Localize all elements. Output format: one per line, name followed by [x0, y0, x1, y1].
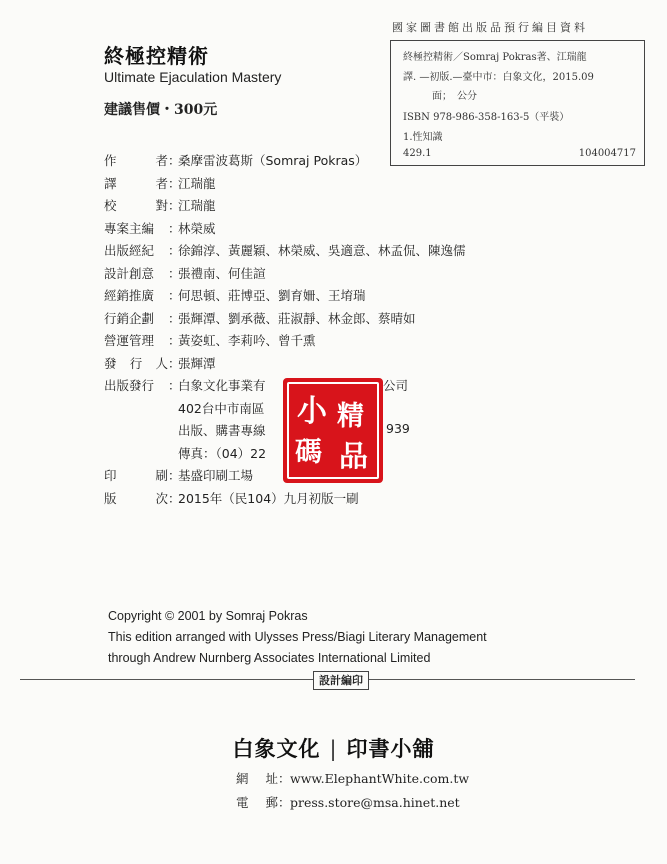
cip-line-title: 終極控精術／Somraj Pokras著、江瑞龍	[403, 52, 587, 63]
credit-row: 校 對 ： 江瑞龍	[104, 194, 524, 217]
stamp-char: 小	[297, 394, 327, 429]
publisher-address-line: 傳真：（04）22	[178, 445, 267, 461]
credit-row-value: 白象文化事業有	[178, 378, 266, 394]
credit-row-label: 營運管理	[104, 333, 155, 349]
suggested-price: 建議售價・300元	[104, 102, 218, 118]
cip-line-edition: 譯. —初版.—臺中市：白象文化，2015.09	[403, 72, 594, 83]
stamp-char: 品	[339, 439, 369, 473]
stamp-char: 精	[337, 401, 364, 432]
contact-row-value: www.ElephantWhite.com.tw	[290, 770, 470, 786]
publisher-name: 白象文化	[232, 737, 321, 761]
phone-number-fragment: 939	[386, 421, 410, 436]
contact-row-label: 電 郵	[236, 795, 278, 810]
publisher-contact	[236, 766, 469, 814]
credit-row: 譯 者 ： 江瑞龍	[104, 172, 524, 195]
credit-row: 版 次 ： 2015年（民104）九月初版一刷	[104, 487, 524, 510]
contact-row-value: press.store@msa.hinet.net	[290, 794, 460, 810]
publisher-name-tail: 公司	[383, 378, 409, 394]
credit-row: 發 行 人 ： 張輝潭	[104, 352, 524, 375]
credit-row: 經銷推廣 ： 何思頓、莊博亞、劉育姍、王堉瑞	[104, 284, 524, 307]
contact-row: 電 郵 ： press.store@msa.hinet.net	[236, 790, 469, 814]
cip-line-subject: 1.性知識	[403, 132, 443, 143]
credit-row: 作 者 ： 桑摩雷波葛斯（Somraj Pokras）	[104, 149, 524, 172]
credit-row: 行銷企劃 ： 張輝潭、劉承薇、莊淑靜、林金郎、蔡晴如	[104, 307, 524, 330]
copyright-line: This edition arranged with Ulysses Press/Biagi Literary Management	[108, 630, 487, 644]
cip-record-number: 104004717	[578, 148, 636, 159]
red-seal-stamp	[283, 378, 383, 483]
credit-row-value: 張輝潭	[178, 355, 216, 371]
credit-row-value: 江瑞龍	[178, 198, 216, 214]
credit-row-value: 張輝潭、劉承薇、莊淑靜、林金郎、蔡晴如	[178, 310, 416, 326]
credit-row-label: 出版發行	[104, 378, 155, 394]
credit-row-value: 何思頓、莊博亞、劉育姍、王堉瑞	[178, 288, 366, 304]
contact-row-label: 網 址	[236, 771, 278, 786]
credit-row-label: 發 行 人	[104, 355, 168, 371]
book-title-chinese: 終極控精術	[104, 44, 209, 68]
credit-row-value: 林榮威	[178, 220, 216, 236]
copyright-line: through Andrew Nurnberg Associates International Limited	[108, 651, 431, 665]
credit-row-label: 校 對	[104, 198, 168, 214]
credit-row-label: 出版經紀	[104, 243, 155, 259]
credit-row: 專案主編 ： 林榮威	[104, 217, 524, 240]
credit-row-label: 設計創意	[104, 265, 155, 281]
credit-row-value: 江瑞龍	[178, 175, 216, 191]
credit-row-value: 桑摩雷波葛斯（Somraj Pokras）	[178, 153, 368, 169]
credit-row-label: 行銷企劃	[104, 310, 155, 326]
credit-row: 營運管理 ： 黃姿虹、李莉吟、曾千熏	[104, 329, 524, 352]
credit-row-label: 作 者	[104, 153, 168, 169]
copyright-line: Copyright © 2001 by Somraj Pokras	[108, 609, 308, 623]
book-title-english: Ultimate Ejaculation Mastery	[104, 69, 282, 85]
credit-row: 出版發行 ： 白象文化事業有 公司	[104, 374, 524, 397]
copyright-notice	[108, 606, 487, 669]
credit-row-label: 版 次	[104, 490, 168, 506]
design-badge: 設計編印	[313, 671, 369, 690]
contact-row: 網 址 ： www.ElephantWhite.com.tw	[236, 770, 470, 786]
cip-record-box	[390, 40, 645, 166]
publisher-brand	[0, 733, 667, 763]
credit-row: 設計創意 ： 張禮南、何佳諠	[104, 262, 524, 285]
credit-row-label: 譯 者	[104, 175, 168, 191]
credit-row-value: 2015年（民104）九月初版一刷	[178, 490, 359, 506]
stamp-char: 碼	[295, 437, 322, 468]
publisher-address-line: 出版、購書專線	[178, 423, 266, 439]
publisher-separator: |	[329, 737, 338, 761]
credit-row-value: 張禮南、何佳諠	[178, 265, 266, 281]
cip-line-pages: 面； 公分	[432, 91, 477, 102]
publisher-shop-name: 印書小舖	[346, 737, 435, 761]
cip-header: 國家圖書館出版品預行編目資料	[392, 21, 588, 34]
credit-row-label: 印 刷	[104, 468, 168, 484]
credit-row-label: 經銷推廣	[104, 288, 155, 304]
credit-row-label: 專案主編	[104, 220, 155, 236]
credit-row: 印 刷 ： 基盛印刷工場	[104, 464, 524, 487]
cip-line-isbn: ISBN 978-986-358-163-5（平裝）	[403, 112, 570, 123]
credit-row-value: 基盛印刷工場	[178, 468, 254, 484]
credit-row-value: 黃姿虹、李莉吟、曾千熏	[178, 333, 316, 349]
publisher-address-line: 402台中市南區	[178, 400, 265, 416]
credit-row-value: 徐錦淳、黃麗穎、林榮威、吳適意、林孟侃、陳逸儒	[178, 243, 466, 259]
cip-classification: 429.1	[403, 148, 432, 159]
credit-row: 出版經紀 ： 徐錦淳、黃麗穎、林榮威、吳適意、林孟侃、陳逸儒	[104, 239, 524, 262]
